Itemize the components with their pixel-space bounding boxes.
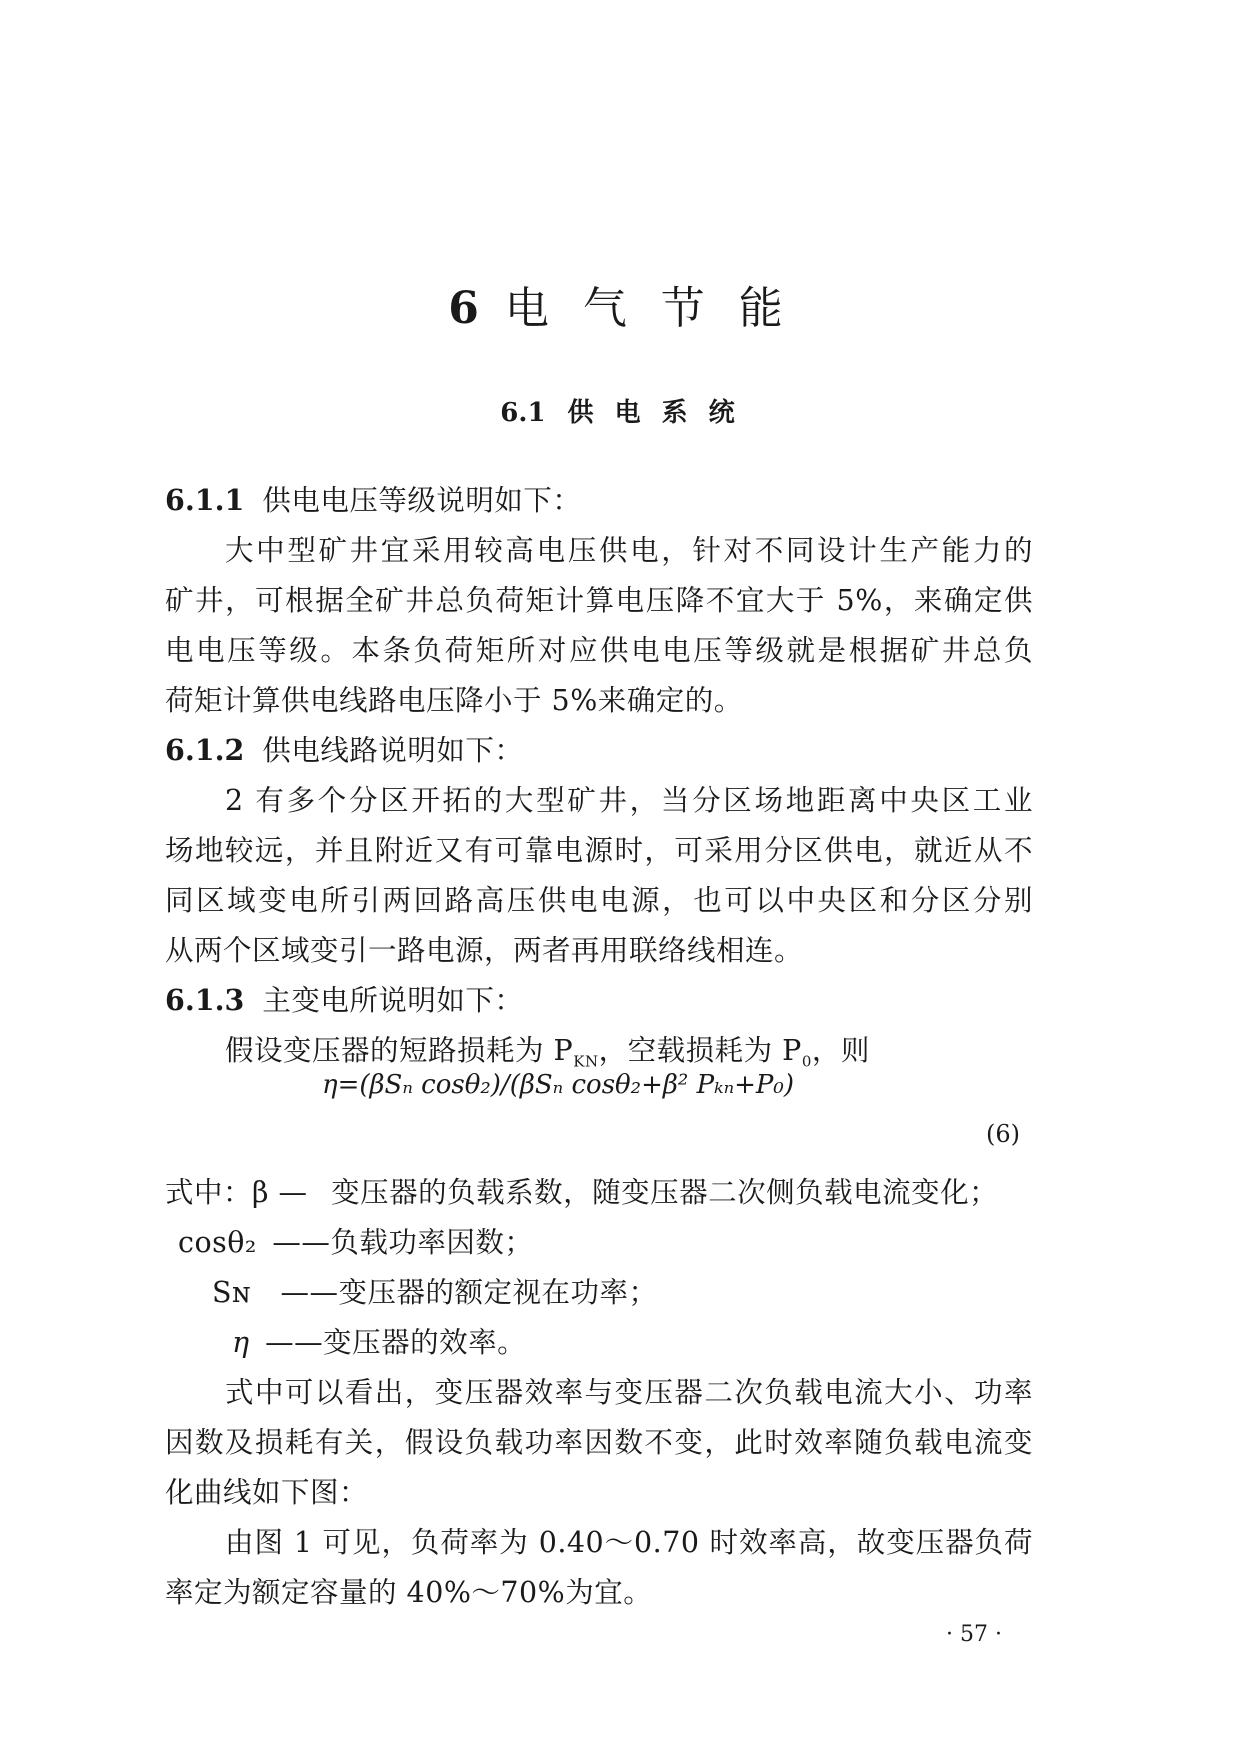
clause-heading <box>165 978 1033 1022</box>
definition-row <box>212 1270 658 1311</box>
chapter-number: 6 <box>448 283 479 334</box>
definition-symbol: 式中：β — <box>165 1176 308 1209</box>
equation-number: (6) <box>986 1120 1020 1148</box>
clause-heading <box>165 728 1033 772</box>
paragraph-line: 荷矩计算供电线路电压降小于 5%来确定的。 <box>165 684 743 717</box>
clause-heading-text: 供电电压等级说明如下： <box>262 484 582 517</box>
clause-heading-text: 主变电所说明如下： <box>262 984 524 1017</box>
intro-subscript: KN <box>573 1052 599 1071</box>
definition-symbol: cosθ₂ <box>178 1226 257 1259</box>
definition-row <box>178 1220 533 1261</box>
definition-symbol: η <box>232 1326 250 1359</box>
intro-text: ，空载损耗为 P <box>598 1034 802 1067</box>
intro-subscript: 0 <box>801 1052 812 1071</box>
paragraph-line: 大中型矿井宜采用较高电压供电，针对不同设计生产能力的 <box>225 534 1033 567</box>
paragraph-line: 化曲线如下图： <box>165 1476 369 1509</box>
paragraph-line: 矿井，可根据全矿井总负荷矩计算电压降不宜大于 5%，来确定供 <box>165 584 1033 617</box>
page-number: · 57 · <box>946 1622 1002 1647</box>
definition-desc: ——变压器的效率。 <box>265 1326 527 1359</box>
clause-number: 6.1.1 <box>165 483 245 517</box>
section-number: 6.1 <box>500 398 546 428</box>
definition-desc: 变压器的负载系数，随变压器二次侧负载电流变化； <box>331 1176 999 1209</box>
paragraph-line: 同区域变电所引两回路高压供电电源，也可以中央区和分区分别 <box>165 884 1033 917</box>
paragraph-line: 因数及损耗有关，假设负载功率因数不变，此时效率随负载电流变 <box>165 1426 1033 1459</box>
clause-heading-text: 供电线路说明如下： <box>262 734 524 767</box>
paragraph-line: 2 有多个分区开拓的大型矿井，当分区场地距离中央区工业 <box>225 784 1033 817</box>
clause-heading <box>165 478 1033 522</box>
clause-number: 6.1.3 <box>165 983 245 1017</box>
definition-desc: ——负载功率因数； <box>272 1226 534 1259</box>
chapter-heading <box>0 272 1241 336</box>
formula: η=(βSₙ cosθ₂)/(βSₙ cosθ₂+β² Pₖₙ+P₀) <box>322 1070 794 1100</box>
paragraph-line: 式中可以看出，变压器效率与变压器二次负载电流大小、功率 <box>225 1376 1033 1409</box>
paragraph-line: 率定为额定容量的 40%～70%为宜。 <box>165 1576 653 1609</box>
paragraph-line: 电电压等级。本条负荷矩所对应供电电压等级就是根据矿井总负 <box>165 634 1033 667</box>
section-heading <box>0 392 1241 429</box>
intro-text: 假设变压器的短路损耗为 P <box>225 1034 574 1067</box>
intro-text: ，则 <box>811 1034 870 1067</box>
definition-row <box>232 1320 526 1361</box>
clause-number: 6.1.2 <box>165 733 245 767</box>
chapter-title: 电 气 节 能 <box>504 283 793 334</box>
paragraph-line: 从两个区域变引一路电源，两者再用联络线相连。 <box>165 934 804 967</box>
section-title: 供 电 系 统 <box>567 398 741 428</box>
definition-row <box>165 1170 998 1211</box>
paragraph-line: 由图 1 可见，负荷率为 0.40～0.70 时效率高，故变压器负荷 <box>225 1526 1033 1559</box>
paragraph-line: 场地较远，并且附近又有可靠电源时，可采用分区供电，就近从不 <box>165 834 1033 867</box>
definition-desc: ——变压器的额定视在功率； <box>280 1276 658 1309</box>
formula-intro <box>225 1028 870 1071</box>
definition-symbol: Sɴ <box>212 1276 251 1309</box>
